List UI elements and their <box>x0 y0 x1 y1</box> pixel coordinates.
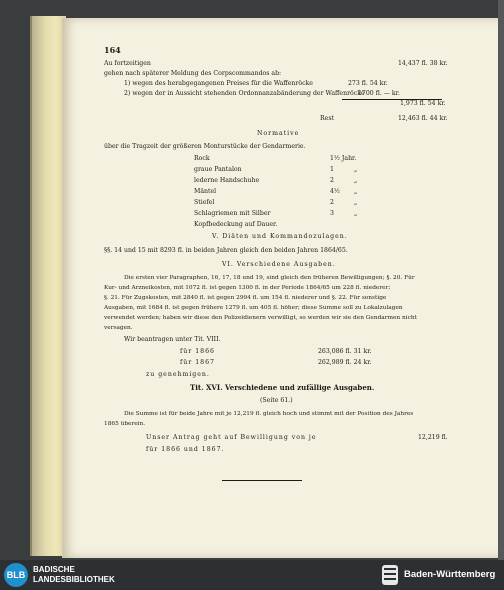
blb-line-2: LANDESBIBLIOTHEK <box>33 575 115 584</box>
item-value: 1½ Jahr. <box>330 155 357 162</box>
section-heading: V. Diäten und Kommandozulagen. <box>212 233 348 240</box>
item-name: Stiefel <box>194 199 215 206</box>
item-value: 4½ <box>330 188 340 195</box>
section-heading: Normative <box>257 130 300 137</box>
amount: 263,086 fl. 31 kr. <box>318 348 372 355</box>
bw-crest-icon <box>380 563 400 587</box>
ditto-mark: „ <box>354 177 358 184</box>
item-name: Schlagriemen mit Silber <box>194 210 271 217</box>
text-line: Au fortzeitigen <box>104 60 151 67</box>
blb-wordmark[interactable] <box>33 565 115 585</box>
text-line: 2) wegen der in Aussicht stehenden Ordonnanzabänderung der Waffenröcke <box>124 90 365 97</box>
footer-bar <box>0 560 504 590</box>
amount: 12,219 fl. <box>418 434 448 441</box>
item-value: 1 <box>330 166 334 173</box>
item-name: Kopfbedeckung auf Dauer. <box>194 221 278 228</box>
item-value: 2 <box>330 177 334 184</box>
text-line: §§. 14 und 15 mit 8293 fl. in beiden Jahren gleich den beiden Jahren 1864/65. <box>104 247 348 254</box>
blb-logo-icon[interactable]: BLB <box>4 563 28 587</box>
amount: 14,437 fl. 38 kr. <box>398 60 448 67</box>
text-line: für 1866 und 1867. <box>146 446 225 453</box>
text-line: Kur- und Arzneikosten, mit 1072 fl. ist gegen 1300 fl. in der Periode 1864/65 um 228 fl. niederer; <box>104 285 391 291</box>
ditto-mark: „ <box>354 210 358 217</box>
item-name: graue Pantalon <box>194 166 242 173</box>
text-line: (Seite 61.) <box>260 397 293 404</box>
text-line: Unser Antrag geht auf Bewilligung von je <box>146 434 317 441</box>
ditto-mark: „ <box>354 188 358 195</box>
page-number: 164 <box>104 45 121 55</box>
amount: 273 fl. 54 kr. <box>348 80 388 87</box>
item-name: Mäntel <box>194 188 217 195</box>
section-heading: VI. Verschiedene Ausgaben. <box>222 261 336 268</box>
text-line: Die Summe ist für beide Jahre mit je 12,219 fl. gleich hoch und stimmt mit der Position des Jahres <box>124 411 414 417</box>
page-edge <box>30 16 66 556</box>
text-line: zu genehmigen. <box>146 371 210 378</box>
item-name: lederne Handschuhe <box>194 177 260 184</box>
text-line: 1) wegen des herabgegangenen Preises für die Waffenröcke <box>124 80 313 87</box>
text-line: für 1866 <box>180 348 215 355</box>
text-line: Rest <box>320 115 334 122</box>
blb-line-1: BADISCHE <box>33 565 75 574</box>
text-line: Wir beantragen unter Tit. VIII. <box>124 336 221 343</box>
text-line: versagen. <box>104 325 133 331</box>
text-line: für 1867 <box>180 359 215 366</box>
text-line: verwendet werden; haben wir diese den Polizeidienern verwilligt, so werden wir sie den Gendarmen nicht <box>104 315 417 321</box>
end-rule <box>222 480 302 481</box>
section-heading: Tit. XVI. Verschiedene und zufällige Ausgaben. <box>190 383 375 392</box>
text-line: §. 21. Für Zugskosten, mit 2840 fl. ist gegen 2994 fl. um 154 fl. niederer und §. 22. Für sonstige <box>104 295 387 301</box>
page-shadow <box>498 0 504 560</box>
amount: 262,989 fl. 24 kr. <box>318 359 372 366</box>
item-value: 2 <box>330 199 334 206</box>
text-line: 1865 überein. <box>104 421 146 427</box>
amount: 1700 fl. — kr. <box>358 90 400 97</box>
text-line: über die Tragzeit der größeren Monturstücke der Gendarmerie. <box>104 143 306 150</box>
amount: 12,463 fl. 44 kr. <box>398 115 448 122</box>
ditto-mark: „ <box>354 166 358 173</box>
ditto-mark: „ <box>354 199 358 206</box>
item-value: 3 <box>330 210 334 217</box>
item-name: Rock <box>194 155 210 162</box>
text-line: Die ersten vier Paragraphen, 16, 17, 18 und 19, sind gleich den früheren Bewilligungen; §. 20. Für <box>124 275 415 281</box>
book-page <box>62 18 504 558</box>
text-line: gehen nach späterer Meldung des Corpscommandos ab: <box>104 70 282 77</box>
text-line: Ausgaben, mit 1684 fl. ist gegen frühere 1279 fl. um 405 fl. höher; diese Summe soll zu Lokalzulagen <box>104 305 403 311</box>
bw-wordmark[interactable]: Baden-Württemberg <box>404 569 496 580</box>
amount: 1,973 fl. 54 kr. <box>400 100 446 107</box>
